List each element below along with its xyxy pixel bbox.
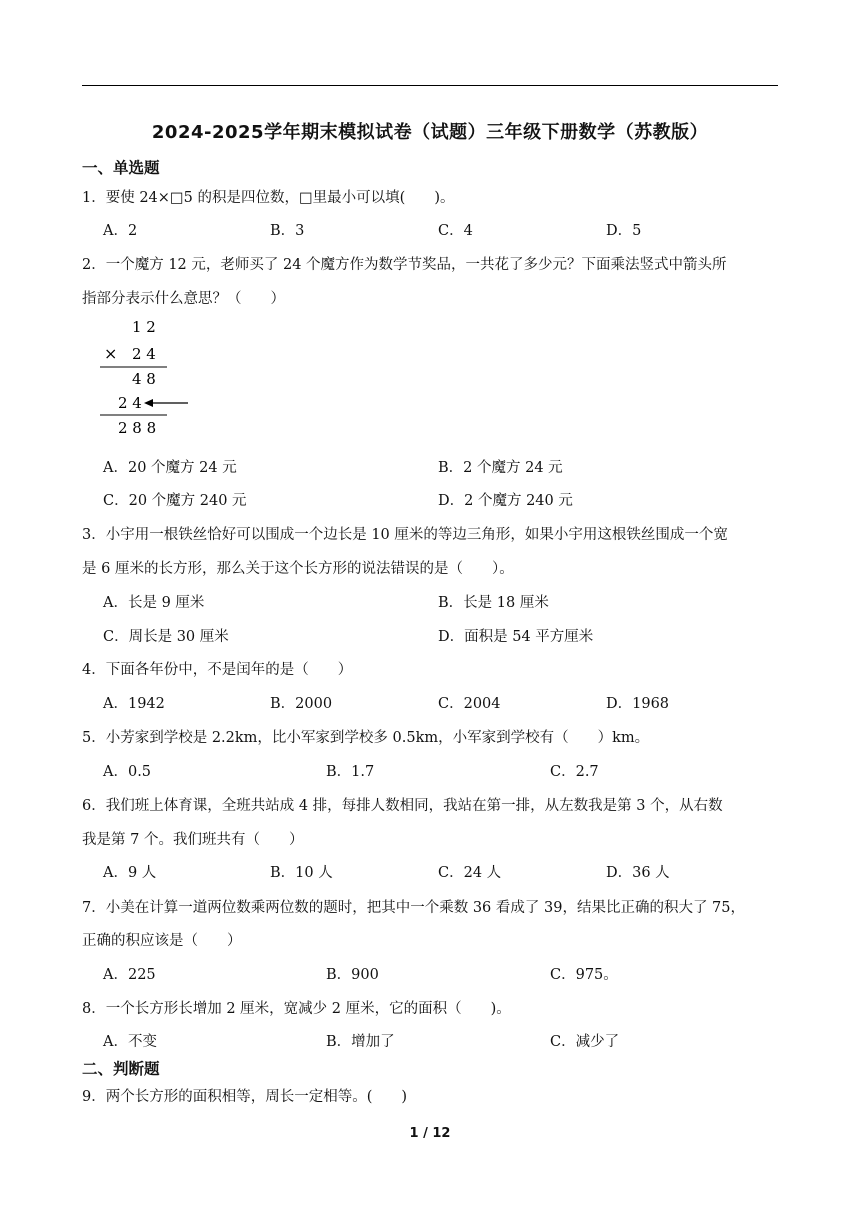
question-6-option-d[interactable]: D．36 人	[606, 865, 670, 881]
question-2-option-d[interactable]: D．2 个魔方 240 元	[438, 493, 573, 509]
section-heading-single-choice: 一、单选题	[82, 159, 160, 177]
question-2-text-line2: 指部分表示什么意思？（ ）	[82, 291, 285, 307]
question-6-text-line2: 我是第 7 个。我们班共有（ ）	[82, 832, 304, 848]
question-5-option-b[interactable]: B．1.7	[326, 764, 375, 780]
question-2-option-c[interactable]: C．20 个魔方 240 元	[103, 493, 247, 509]
question-1-option-a[interactable]: A．2	[103, 223, 138, 239]
question-5-option-a[interactable]: A．0.5	[103, 764, 152, 780]
question-3-option-b[interactable]: B．长是 18 厘米	[438, 595, 549, 611]
calc-result: 2 8 8	[118, 419, 157, 437]
question-7-text-line1: 7．小美在计算一道两位数乘两位数的题时，把其中一个乘数 36 看成了 39，结果比正确的积大了 75，	[82, 900, 746, 916]
section-heading-true-false: 二、判断题	[82, 1060, 160, 1078]
question-8-option-a[interactable]: A．不变	[103, 1034, 157, 1050]
question-3-option-c[interactable]: C．周长是 30 厘米	[103, 629, 229, 645]
question-4-option-c[interactable]: C．2004	[438, 696, 501, 712]
question-9-text: 9．两个长方形的面积相等，周长一定相等。( )	[82, 1089, 408, 1105]
question-4-text: 4．下面各年份中，不是闰年的是（ ）	[82, 662, 353, 678]
question-4-option-a[interactable]: A．1942	[103, 696, 165, 712]
question-5-option-c[interactable]: C．2.7	[550, 764, 599, 780]
header-rule	[82, 85, 778, 86]
page-number: 1 / 12	[409, 1126, 451, 1141]
left-arrow-icon	[144, 399, 188, 407]
question-2-option-a[interactable]: A．20 个魔方 24 元	[103, 460, 237, 476]
calc-multiplicand: 1 2	[132, 318, 156, 336]
question-1-option-c[interactable]: C．4	[438, 223, 473, 239]
vertical-multiplication-figure	[100, 316, 200, 446]
question-3-text-line1: 3．小宇用一根铁丝恰好可以围成一个边长是 10 厘米的等边三角形，如果小宇用这根铁丝围成一个宽	[82, 527, 728, 543]
calc-times-sign: ×	[104, 344, 118, 363]
question-8-option-b[interactable]: B．增加了	[326, 1034, 395, 1050]
question-1-text: 1．要使 24×□5 的积是四位数，□里最小可以填( )。	[82, 190, 455, 206]
question-6-text-line1: 6．我们班上体育课，全班共站成 4 排，每排人数相同，我站在第一排，从左数我是第 3 个，从右数	[82, 798, 723, 814]
question-8-option-c[interactable]: C．减少了	[550, 1034, 620, 1050]
question-2-text-line1: 2．一个魔方 12 元，老师买了 24 个魔方作为数学节奖品，一共花了多少元？下面乘法竖式中箭头所	[82, 257, 727, 273]
question-1-option-d[interactable]: D．5	[606, 223, 642, 239]
vertical-multiplication	[100, 316, 200, 446]
question-8-text: 8．一个长方形长增加 2 厘米，宽减少 2 厘米，它的面积（ )。	[82, 1001, 511, 1017]
question-6-option-c[interactable]: C．24 人	[438, 865, 502, 881]
question-4-option-b[interactable]: B．2000	[270, 696, 333, 712]
question-4-option-d[interactable]: D．1968	[606, 696, 670, 712]
question-1-option-b[interactable]: B．3	[270, 223, 305, 239]
calc-multiplier: 2 4	[132, 345, 156, 363]
question-6-option-a[interactable]: A．9 人	[103, 865, 157, 881]
question-3-text-line2: 是 6 厘米的长方形，那么关于这个长方形的说法错误的是（ ）。	[82, 561, 514, 577]
question-6-option-b[interactable]: B．10 人	[270, 865, 333, 881]
calc-partial-product-2: 2 4	[118, 394, 142, 412]
question-3-option-d[interactable]: D．面积是 54 平方厘米	[438, 629, 594, 645]
question-2-option-b[interactable]: B．2 个魔方 24 元	[438, 460, 563, 476]
question-5-text: 5．小芳家到学校是 2.2km，比小军家到学校多 0.5km，小军家到学校有（ ）km。	[82, 730, 650, 746]
question-7-option-a[interactable]: A．225	[103, 967, 156, 983]
page-title: 2024-2025学年期末模拟试卷（试题）三年级下册数学（苏教版）	[151, 122, 709, 143]
question-3-option-a[interactable]: A．长是 9 厘米	[103, 595, 205, 611]
question-7-option-c[interactable]: C．975。	[550, 967, 618, 983]
calc-partial-product-1: 4 8	[132, 370, 156, 388]
question-7-option-b[interactable]: B．900	[326, 967, 379, 983]
question-7-text-line2: 正确的积应该是（ ）	[82, 933, 242, 949]
